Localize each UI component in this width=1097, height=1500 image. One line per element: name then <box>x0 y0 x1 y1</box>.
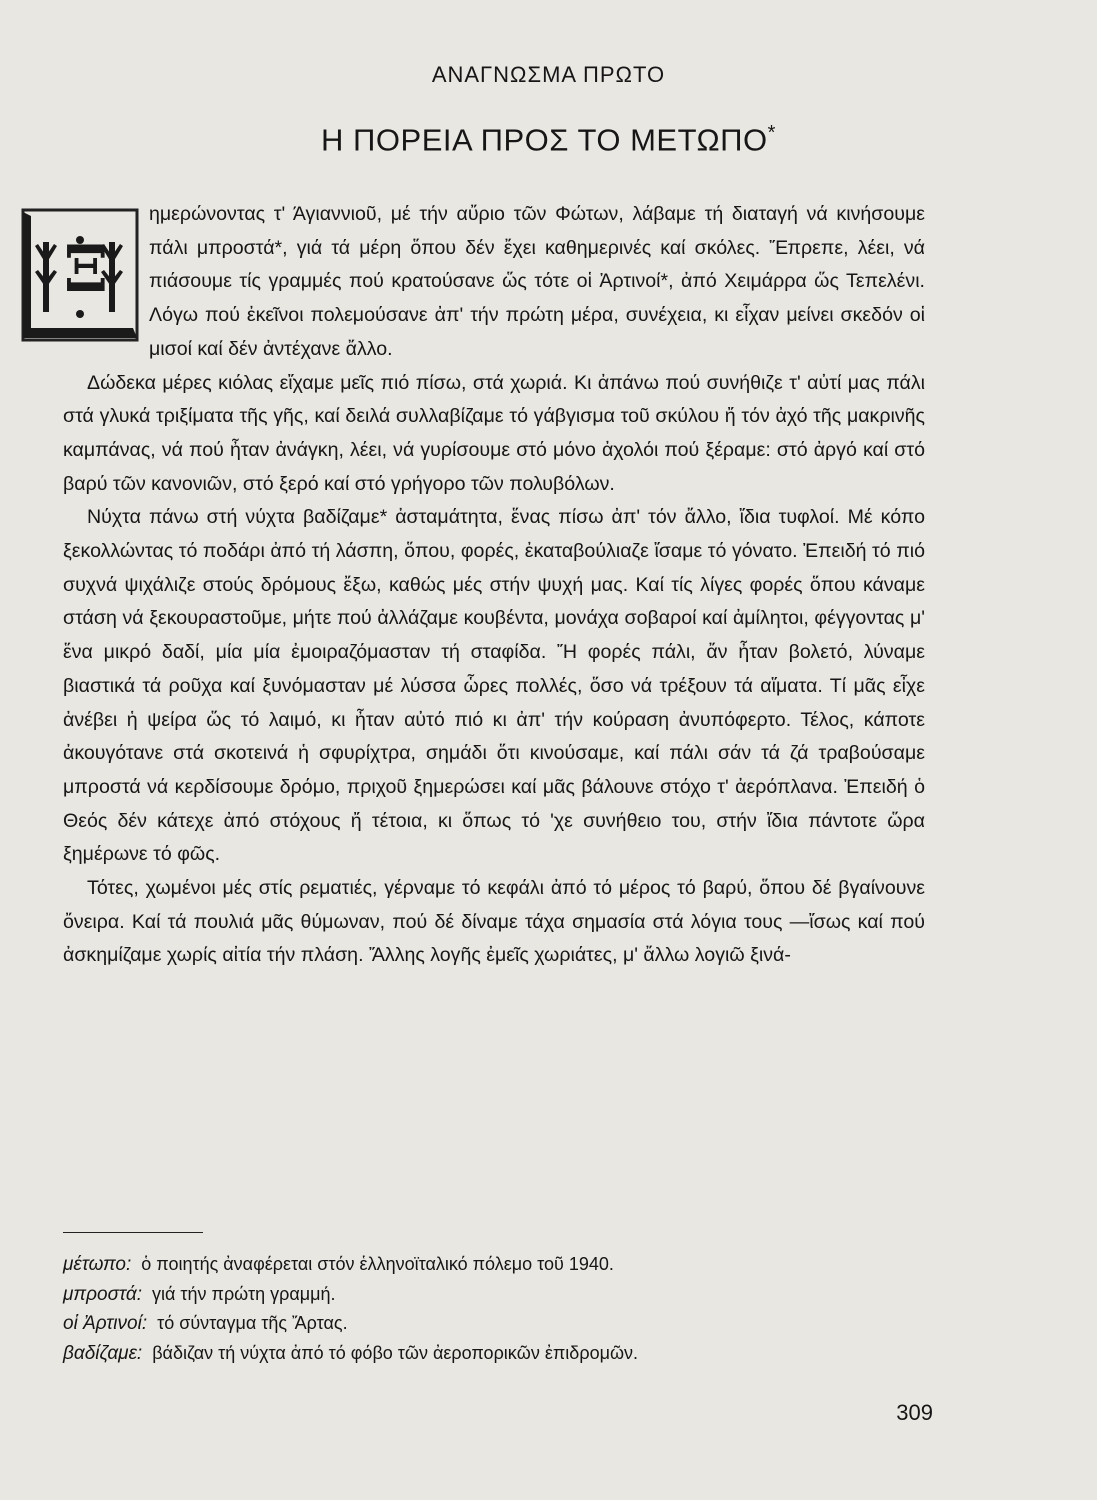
chapter-title <box>0 122 1097 158</box>
paragraph-3: Νύχτα πάνω στή νύχτα βαδίζαμε* ἀσταμάτητα, ἕνας πίσω ἀπ' τόν ἄλλο, ἴδια τυφλοί. Μέ κόπο ξεκολλώντας τό ποδάρι ἀπό τή λάσπη, ὅπου, φορές, ἐκαταβούλιαζε ἴσαμε τό γόνατο. Ἐπειδή τό πιό συχνά ψιχάλιζε στούς δρόμους ἔξω, καθώς μές στήν ψυχή μας. Καί τίς λίγες φορές ὅπου κάναμε στάση νά ξεκουραστοῦμε, μήτε πού ἀλλάζαμε κουβέντα, μονάχα σοβαροί καί ἀμίλητοι, φέγγοντας μ' ἕνα μικρό δαδί, μία μία ἐμοιραζόμασταν τή σταφίδα. Ἤ φορές πάλι, ἄν ἦταν βολετό, λύναμε βιαστικά τά ροῦχα καί ξυνόμασταν μέ λύσσα ὧρες πολλές, ὅσο νά τρέξουν τά αἵματα. Τί μᾶς εἶχε ἀνέβει ἡ ψείρα ὥς τό λαιμό, κι ἦταν αὐτό πιό κι ἀπ' τήν κούραση ἀνυπόφερτο. Τέλος, κάποτε ἀκουγότανε στά σκοτεινά ἡ σφυρίχτρα, σημάδι ὅτι κινούσαμε, καί πάλι σάν τά ζά τραβούσαμε μπροστά νά κερδίσουμε δρόμο, πριχοῦ ξημερώσει καί μᾶς βάλουνε στόχο τ' ἀερόπλανα. Ἐπειδή ὁ Θεός δέν κάτεχε ἀπό στόχους ἤ τέτοια, κι ὅπως τό 'χε συνήθειο του, στήν ἴδια πάντοτε ὥρα ξημέρωνε τό φῶς. <box>63 506 925 866</box>
footnote-item <box>63 1280 933 1310</box>
footnote-text: γιά τήν πρώτη γραμμή. <box>152 1283 336 1304</box>
footnote-text: τό σύνταγμα τῆς Ἄρτας. <box>157 1313 348 1333</box>
footnote-term: μπροστά: <box>63 1283 142 1305</box>
title-footnote-mark: * <box>767 122 776 144</box>
footnote-item <box>63 1250 933 1280</box>
chapter-title-text: Η ΠΟΡΕΙΑ ΠΡΟΣ ΤΟ ΜΕΤΩΠΟ <box>321 122 768 158</box>
footnote-term: οἱ Ἀρτινοί: <box>63 1313 148 1334</box>
page-number: 309 <box>896 1400 933 1425</box>
footnote-item <box>63 1339 933 1369</box>
paragraph-1: ημερώνοντας τ' Άγιαννιοῦ, μέ τήν αὔριο τῶν Φώτων, λάβαμε τή διαταγή νά κινήσουμε πάλι μπροστά*, γιά τά μέρη ὅπου δέν ἔχει καθημερινές καί σκόλες. Ἔπρεπε, λέει, νά πιάσουμε τίς γραμμές πού κρατούσανε ὥς τότε οἱ Ἀρτινοί*, ἀπό Χειμάρρα ὥς Τεπελένι. Λόγω πού ἐκεῖνοι πολεμούσανε ἀπ' τήν πρώτη μέρα, συνέχεια, κι εἶχαν μείνει σκεδόν οἱ μισοί καί δέν ἀντέχανε ἄλλο. <box>149 203 925 360</box>
footnote-term: μέτωπο: <box>63 1254 132 1275</box>
paragraph-4: Τότες, χωμένοι μές στίς ρεματιές, γέρναμε τό κεφάλι ἀπό τό μέρος τό βαρύ, ὅπου δέ βγαίνουνε ὄνειρα. Καί τά πουλιά μᾶς θύμωναν, πού δέ δίναμε τάχα σημασία στά λόγια τους —ἴσως καί πού ἀσκημίζαμε χωρίς αἰτία τήν πλάση. Ἄλλης λογῆς ἐμεῖς χωριάτες, μ' ἄλλω λογιῶ ξινά- <box>63 877 925 967</box>
main-text <box>63 198 925 973</box>
footnote-term: βαδίζαμε: <box>63 1342 143 1364</box>
footnote-item <box>63 1309 933 1339</box>
footnote-text: ὁ ποιητής ἀναφέρεται στόν ἑλληνοϊταλικό πόλεμο τοῦ 1940. <box>141 1254 614 1274</box>
dropcap-letter: Ξ <box>63 232 109 307</box>
section-kicker: ΑΝΑΓΝΩΣΜΑ ΠΡΩΤΟ <box>431 62 666 87</box>
footnotes <box>63 1250 933 1368</box>
decorative-dropcap <box>21 202 139 348</box>
footnote-divider <box>63 1232 203 1233</box>
paragraph-2: Δώδεκα μέρες κιόλας εἴχαμε μεῖς πιό πίσω, στά χωριά. Κι ἀπάνω πού συνήθιζε τ' αὐτί μας πάλι στά γλυκά τριξίματα τῆς γῆς, καί δειλά συλλαβίζαμε τό γάβγισμα τοῦ σκύλου ἤ τόν ἀχό τῆς μακρινῆς καμπάνας, νά πού ἦταν ἀνάγκη, λέει, νά γυρίσουμε στό μόνο ἀχολόι πού ξέραμε: στό ἀργό καί στό βαρύ τῶν κανονιῶν, στό ξερό καί στό γρήγορο τῶν πολυβόλων. <box>63 371 925 495</box>
footnote-text: βάδιζαν τή νύχτα ἀπό τό φόβο τῶν ἀεροπορικῶν ἐπιδρομῶν. <box>152 1342 639 1363</box>
